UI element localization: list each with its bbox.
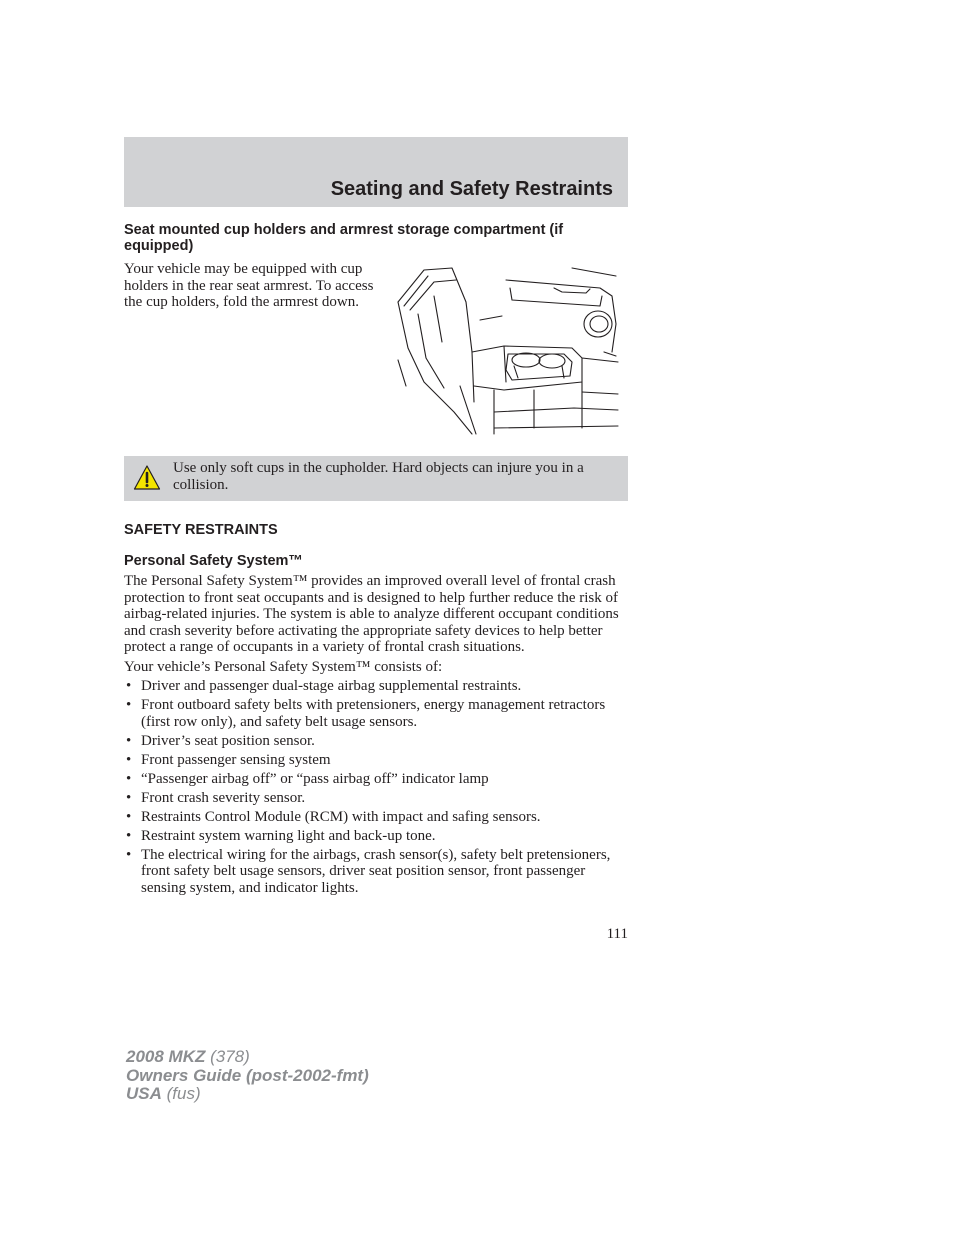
personal-safety-system-heading: Personal Safety System™: [124, 553, 303, 569]
list-item: • Driver’s seat position sensor.: [124, 733, 630, 750]
list-item: • The electrical wiring for the airbags, crash sensor(s), safety belt pretensioners, front safety belt usage sensors, driver seat position sensor, front passenger sensing system, and indicator lights.: [124, 847, 630, 897]
footer-line-guide: [126, 1067, 369, 1086]
chapter-title: Seating and Safety Restraints: [330, 178, 613, 200]
cupholder-section-heading: Seat mounted cup holders and armrest storage compartment (if equipped): [124, 222, 564, 254]
pss-component-list: [124, 678, 630, 896]
footer-model-code: (378): [205, 1047, 250, 1066]
footer-market-code: (fus): [161, 1084, 201, 1103]
footer-market: USA: [126, 1084, 162, 1103]
list-item: • Restraint system warning light and back-up tone.: [124, 828, 630, 845]
safety-restraints-heading: SAFETY RESTRAINTS: [124, 522, 278, 538]
rear-armrest-cupholder-illustration: [394, 262, 620, 436]
pss-paragraph-1: The Personal Safety System™ provides an improved overall level of frontal crash protection to front seat occupants and is designed to help further reduce the risk of airbag-related injuries. The system is able to analyze different occupant conditions and crash severity before activating the appropriate safety devices to help better protect a range of occupants in a variety of frontal crash situations.: [124, 573, 619, 655]
list-item: • Front crash severity sensor.: [124, 790, 630, 807]
chapter-header-band: [124, 137, 628, 207]
page-number: 111: [606, 926, 628, 942]
list-item: • Front passenger sensing system: [124, 752, 630, 769]
cupholder-description: Your vehicle may be equipped with cup holders in the rear seat armrest. To access the cup holders, fold the armrest down.: [124, 261, 374, 310]
footer-guide: Owners Guide (post-2002-fmt): [126, 1065, 369, 1085]
pss-paragraph-2: Your vehicle’s Personal Safety System™ consists of:: [124, 658, 443, 675]
list-item: • Front outboard safety belts with pretensioners, energy management retractors (first row only), and safety belt usage sensors.: [124, 697, 630, 730]
footer-line-model: [126, 1048, 369, 1067]
warning-triangle-icon: [133, 464, 161, 491]
list-item: • “Passenger airbag off” or “pass airbag off” indicator lamp: [124, 771, 630, 788]
warning-box: [124, 456, 628, 501]
footer-model: 2008 MKZ: [126, 1047, 206, 1066]
document-footer: [126, 1048, 369, 1104]
footer-line-market: [126, 1085, 369, 1104]
personal-safety-system-body: [124, 573, 630, 899]
list-item: • Restraints Control Module (RCM) with impact and safing sensors.: [124, 809, 630, 826]
warning-text: Use only soft cups in the cupholder. Hard objects can injure you in a collision.: [173, 460, 584, 493]
list-item: • Driver and passenger dual-stage airbag supplemental restraints.: [124, 678, 630, 695]
